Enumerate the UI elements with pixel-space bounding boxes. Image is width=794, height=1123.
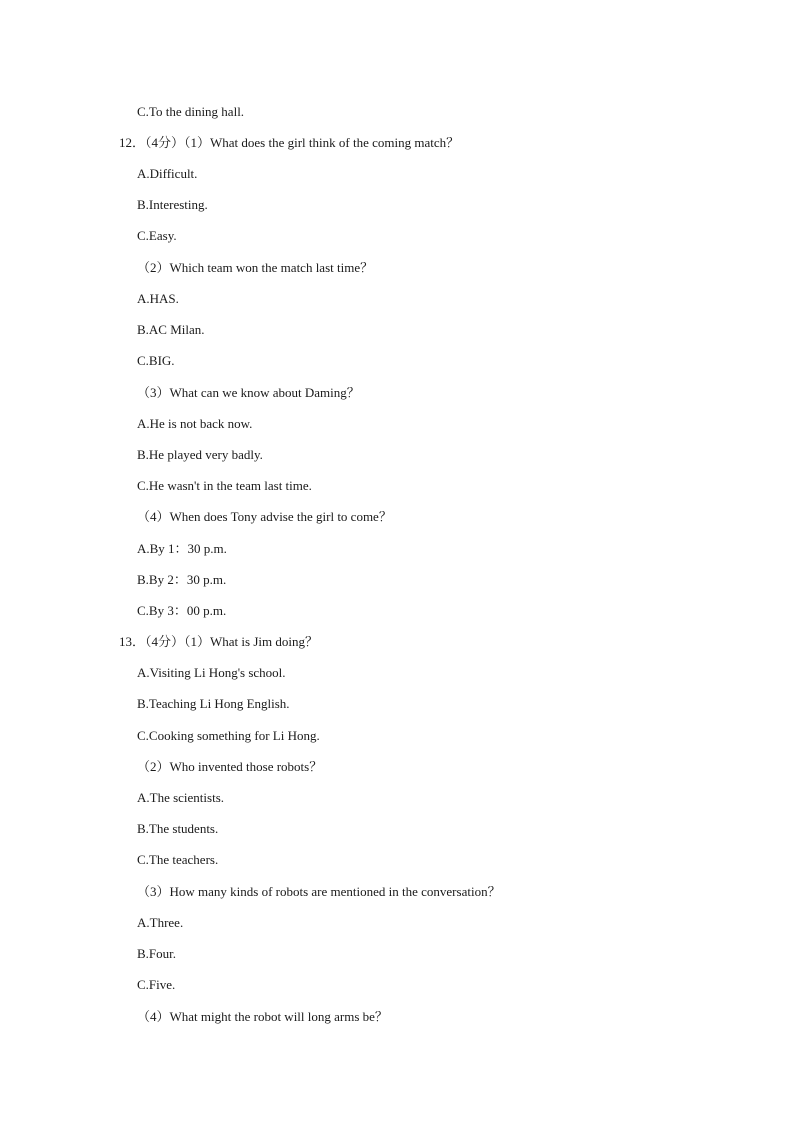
- q13-p3-option-a: A.Three.: [137, 915, 184, 930]
- q13-p1-option-c: C.Cooking something for Li Hong.: [137, 728, 320, 743]
- q12-p3-option-a: A.He is not back now.: [137, 416, 253, 431]
- q13-part3-question: （3）How many kinds of robots are mentioned in the conversation？: [137, 884, 501, 899]
- q12-p2-option-b: B.AC Milan.: [137, 322, 205, 337]
- q12-p3-option-b: B.He played very badly.: [137, 447, 263, 462]
- q12-p4-option-b: B.By 2：30 p.m.: [137, 572, 227, 587]
- q13-p1-option-b: B.Teaching Li Hong English.: [137, 696, 290, 711]
- q12-p2-option-a: A.HAS.: [137, 291, 179, 306]
- q12-p4-option-a: A.By 1：30 p.m.: [137, 541, 227, 556]
- q13-p3-option-b: B.Four.: [137, 946, 177, 961]
- q13-p2-option-a: A.The scientists.: [137, 790, 225, 805]
- q13-header: 13．（4分）（1）What is Jim doing？: [119, 634, 318, 649]
- q12-header: 12．（4分）（1）What does the girl think of the coming match？: [119, 135, 460, 150]
- q12-part4-question: （4）When does Tony advise the girl to come？: [137, 509, 392, 524]
- q12-p1-option-c: C.Easy.: [137, 228, 177, 243]
- q13-part4-question: （4）What might the robot will long arms be？: [137, 1009, 388, 1024]
- q13-p2-option-c: C.The teachers.: [137, 852, 219, 867]
- q12-part3-question: （3）What can we know about Daming？: [137, 385, 360, 400]
- q13-part2-question: （2）Who invented those robots？: [137, 759, 323, 774]
- q12-p1-option-a: A.Difficult.: [137, 166, 198, 181]
- q12-p4-option-c: C.By 3：00 p.m.: [137, 603, 227, 618]
- q11-option-c: C.To the dining hall.: [137, 104, 245, 119]
- q12-p3-option-c: C.He wasn't in the team last time.: [137, 478, 312, 493]
- q13-p3-option-c: C.Five.: [137, 977, 176, 992]
- q12-part2-question: （2）Which team won the match last time？: [137, 260, 374, 275]
- q12-p1-option-b: B.Interesting.: [137, 197, 208, 212]
- q12-p2-option-c: C.BIG.: [137, 353, 175, 368]
- q13-p1-option-a: A.Visiting Li Hong's school.: [137, 665, 286, 680]
- q13-p2-option-b: B.The students.: [137, 821, 219, 836]
